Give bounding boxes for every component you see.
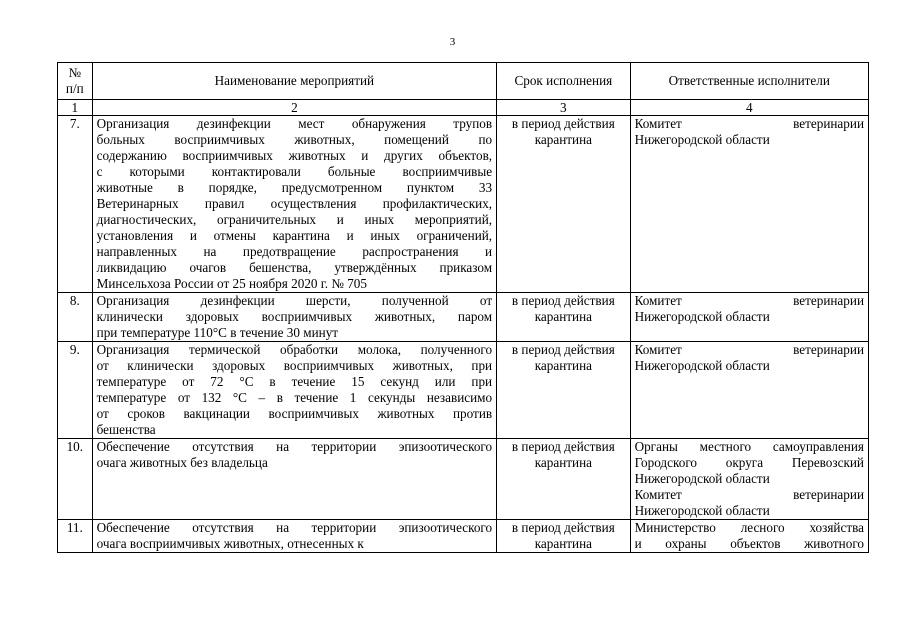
- column-index: 2: [92, 100, 496, 116]
- responsible-line: Органы местного самоуправления: [634, 439, 864, 454]
- header-num: [58, 63, 93, 100]
- measure-description-line: с которыми контактировали больные восприимчивые: [96, 164, 493, 179]
- execution-term: [497, 439, 630, 520]
- measure-description-line: очага восприимчивых животных, отнесенных к: [96, 536, 364, 551]
- responsible-executors: [630, 439, 868, 520]
- measure-description-line: Обеспечение отсутствия на территории эпизоотического: [96, 520, 493, 535]
- measure-description-line: клинически здоровых восприимчивых животных, паром: [96, 309, 493, 324]
- column-index: 3: [497, 100, 630, 116]
- header-term: Срок исполнения: [497, 63, 630, 100]
- execution-term-line: в период действия: [511, 342, 615, 357]
- table-row: [58, 439, 869, 520]
- measure-description-line: Организация термической обработки молока, полученного: [96, 342, 493, 357]
- header-name: Наименование мероприятий: [92, 63, 496, 100]
- measure-description: [92, 342, 496, 439]
- header-responsible: Ответственные исполнители: [630, 63, 868, 100]
- table-header-row: [58, 63, 869, 100]
- measure-description-line: бешенства: [96, 422, 156, 437]
- page-number: 3: [449, 36, 456, 48]
- measure-description-line: Ветеринарных правил осуществления профилактических,: [96, 196, 493, 211]
- header-num-line: №: [68, 65, 82, 80]
- responsible-line: Комитет ветеринарии: [634, 293, 864, 308]
- execution-term-line: карантина: [534, 309, 592, 324]
- measure-description-line: больных восприимчивых животных, помещений по: [96, 132, 493, 147]
- column-index: 4: [630, 100, 868, 116]
- table-body: [58, 116, 869, 553]
- execution-term-line: карантина: [534, 132, 592, 147]
- header-num-line: п/п: [65, 81, 84, 96]
- responsible-line: Комитет ветеринарии: [634, 342, 864, 357]
- row-number: 9.: [58, 342, 93, 439]
- table-row: [58, 293, 869, 342]
- execution-term-line: в период действия: [511, 293, 615, 308]
- responsible-line: Министерство лесного хозяйства: [634, 520, 864, 535]
- measure-description: [92, 520, 496, 553]
- measure-description-line: от сроков вакцинации восприимчивых животных против: [96, 406, 493, 421]
- table-row: [58, 342, 869, 439]
- row-number: 11.: [58, 520, 93, 553]
- responsible-line: Городского округа Перевозский: [634, 455, 864, 470]
- measure-description-line: при температуре 110°С в течение 30 минут: [96, 325, 339, 340]
- measure-description-line: температуре от 72 °С в течение 15 секунд или при: [96, 374, 493, 389]
- execution-term-line: карантина: [534, 455, 592, 470]
- responsible-executors: [630, 293, 868, 342]
- execution-term: [497, 116, 630, 293]
- execution-term-line: в период действия: [511, 520, 615, 535]
- responsible-line: Нижегородской области: [634, 503, 770, 518]
- responsible-line: Нижегородской области: [634, 132, 770, 147]
- responsible-line: и охраны объектов животного: [634, 536, 864, 551]
- execution-term-line: в период действия: [511, 439, 615, 454]
- responsible-executors: [630, 116, 868, 293]
- measure-description-line: ликвидацию очагов бешенства, утверждённых приказом: [96, 260, 493, 275]
- measure-description: [92, 116, 496, 293]
- measure-description-line: диагностических, ограничительных и иных мероприятий,: [96, 212, 493, 227]
- responsible-executors: [630, 520, 868, 553]
- measure-description-line: температуре от 132 °С – в течение 1 секунды независимо: [96, 390, 493, 405]
- row-number: 10.: [58, 439, 93, 520]
- measure-description-line: Минсельхоза России от 25 ноября 2020 г. № 705: [96, 276, 367, 291]
- measure-description-line: животные в порядке, предусмотренном пунктом 33: [96, 180, 493, 195]
- measure-description-line: Организация дезинфекции шерсти, полученной от: [96, 293, 493, 308]
- measures-table: [57, 62, 869, 553]
- column-index: 1: [58, 100, 93, 116]
- responsible-line: Нижегородской области: [634, 471, 770, 486]
- execution-term: [497, 520, 630, 553]
- execution-term-line: в период действия: [511, 116, 615, 131]
- execution-term-line: карантина: [534, 536, 592, 551]
- measure-description-line: направленных на предотвращение распространения и: [96, 244, 493, 259]
- execution-term-line: карантина: [534, 358, 592, 373]
- execution-term: [497, 342, 630, 439]
- responsible-line: Комитет ветеринарии: [634, 116, 864, 131]
- table-row: [58, 520, 869, 553]
- execution-term: [497, 293, 630, 342]
- measure-description-line: Организация дезинфекции мест обнаружения трупов: [96, 116, 493, 131]
- measure-description-line: установления и отмены карантина и иных ограничений,: [96, 228, 493, 243]
- measure-description-line: от клинически здоровых восприимчивых животных, при: [96, 358, 493, 373]
- responsible-line: Комитет ветеринарии: [634, 487, 864, 502]
- measure-description: [92, 293, 496, 342]
- measure-description-line: Обеспечение отсутствия на территории эпизоотического: [96, 439, 493, 454]
- row-number: 7.: [58, 116, 93, 293]
- measure-description-line: очага животных без владельца: [96, 455, 268, 470]
- row-number: 8.: [58, 293, 93, 342]
- responsible-line: Нижегородской области: [634, 309, 770, 324]
- responsible-executors: [630, 342, 868, 439]
- table-row: [58, 116, 869, 293]
- column-index-row: [58, 100, 869, 116]
- measure-description-line: содержанию восприимчивых животных и других объектов,: [96, 148, 493, 163]
- measure-description: [92, 439, 496, 520]
- responsible-line: Нижегородской области: [634, 358, 770, 373]
